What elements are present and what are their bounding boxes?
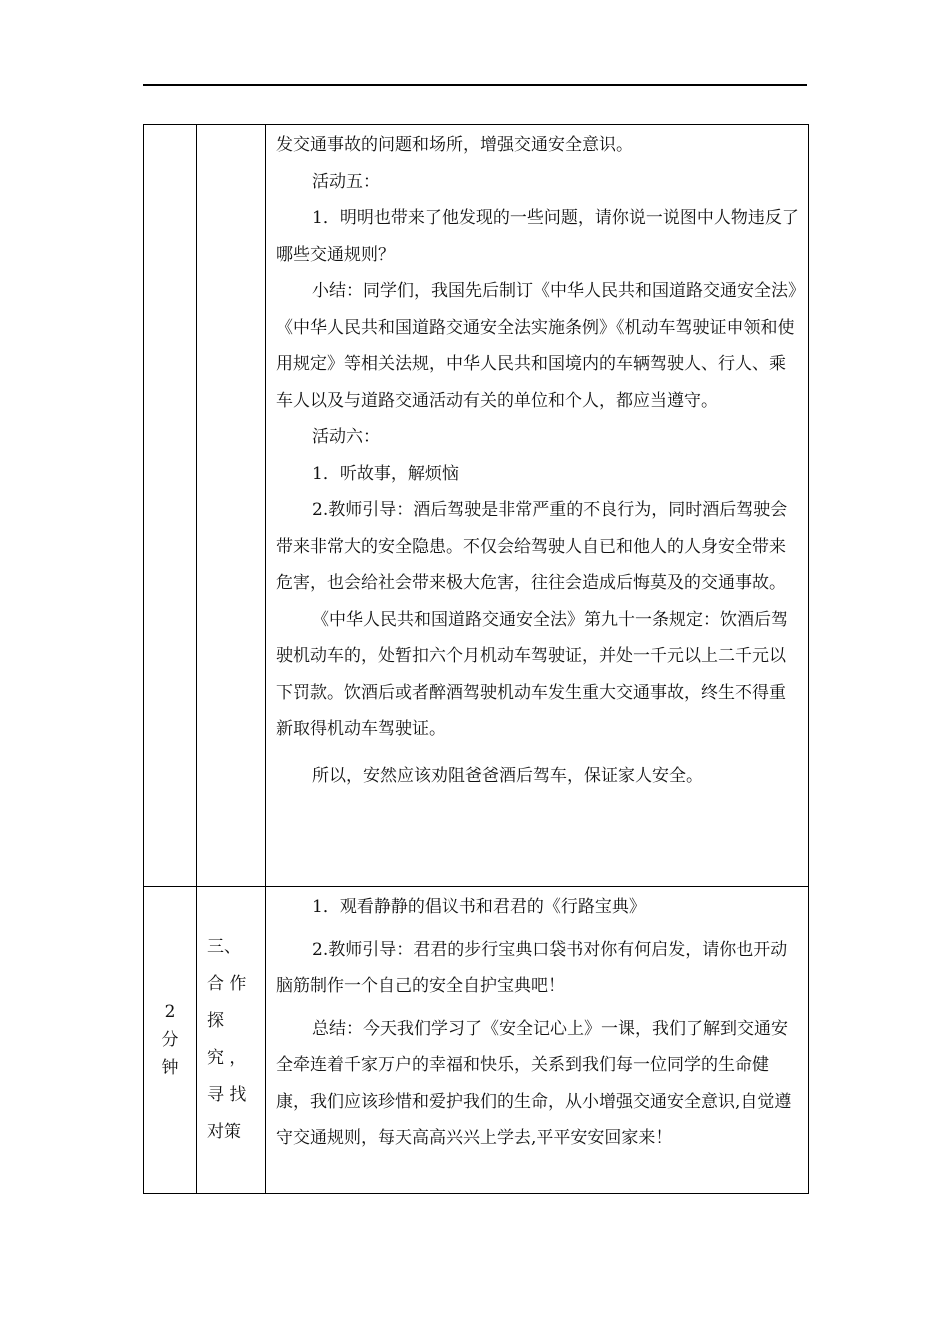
activity-heading: 活动五： (312, 171, 380, 192)
paragraph: 所以，安然应该劝阻爸爸酒后驾车，保证家人安全。 (312, 765, 703, 786)
stage-line (207, 966, 259, 1003)
paragraph: 发交通事故的问题和场所，增强交通安全意识。 (276, 135, 633, 155)
paragraph: 小结：同学们，我国先后制订《中华人民共和国道路交通安全法》《中华人民共和国道路交通安全法实施条例》《机动车驾驶证申领和使用规定》等相关法规，中华人民共和国境内的车辆驾驶人、行人、乘车人以及与道路交通活动有关的单位和个人，都应当遵守。 (276, 281, 797, 411)
paragraph: 2.教师引导：君君的步行宝典口袋书对你有何启发，请你也开动脑筋制作一个自己的安全自护宝典吧！ (276, 939, 788, 996)
time-unit-char: 分 (161, 1030, 179, 1050)
stage-line: 三、 (207, 937, 241, 957)
table-row (144, 887, 809, 1194)
time-cell (144, 887, 197, 1194)
activity-content-cell (266, 125, 809, 887)
paragraph: 1．观看静静的倡议书和君君的《行路宝典》 (312, 897, 646, 917)
paragraph: 1．明明也带来了他发现的一些问题，请你说一说图中人物违反了哪些交通规则？ (276, 208, 799, 265)
activity-heading: 活动六： (312, 427, 380, 447)
stage-char: 找 (229, 1085, 247, 1105)
stage-char: 合 (207, 974, 224, 994)
stage-line (207, 1077, 259, 1114)
stage-line: 探 (207, 1011, 224, 1031)
stage-cell (197, 887, 266, 1194)
time-unit-char: 钟 (161, 1058, 179, 1078)
stage-line: 对策 (207, 1122, 241, 1142)
time-cell-empty (144, 125, 197, 887)
stage-char: 究 (207, 1048, 224, 1068)
paragraph: 《中华人民共和国道路交通安全法》第九十一条规定：饮酒后驾驶机动车的，处暂扣六个月机动车驾驶证，并处一千元以上二千元以下罚款。饮酒后或者醉酒驾驶机动车发生重大交通事故，终生不得重新取得机动车驾驶证。 (276, 609, 788, 739)
stage-char: 作 (229, 974, 247, 994)
stage-line (207, 1040, 259, 1077)
table-row (144, 125, 809, 887)
stage-char: ， (229, 1048, 247, 1068)
summary-paragraph: 总结：今天我们学习了《安全记心上》一课，我们了解到交通安全牵连着千家万户的幸福和快乐，关系到我们每一位同学的生命健康，我们应该珍惜和爱护我们的生命，从小增强交通安全意识,自觉遵守交通规则，每天高高兴兴上学去,平平安安回家来！ (276, 1018, 792, 1148)
time-value: 2 (164, 1002, 176, 1022)
paragraph: 1．听故事，解烦恼 (312, 463, 459, 484)
paragraph: 2.教师引导：酒后驾驶是非常严重的不良行为，同时酒后驾驶会带来非常大的安全隐患。不仅会给驾驶人自已和他人的人身安全带来危害，也会给社会带来极大危害，往往会造成后悔莫及的交通事故。 (276, 500, 788, 593)
header-rule (143, 84, 807, 86)
stage-char: 寻 (207, 1085, 224, 1105)
activity-content-cell (266, 887, 809, 1194)
lesson-plan-table (143, 124, 809, 1194)
stage-cell-empty (197, 125, 266, 887)
